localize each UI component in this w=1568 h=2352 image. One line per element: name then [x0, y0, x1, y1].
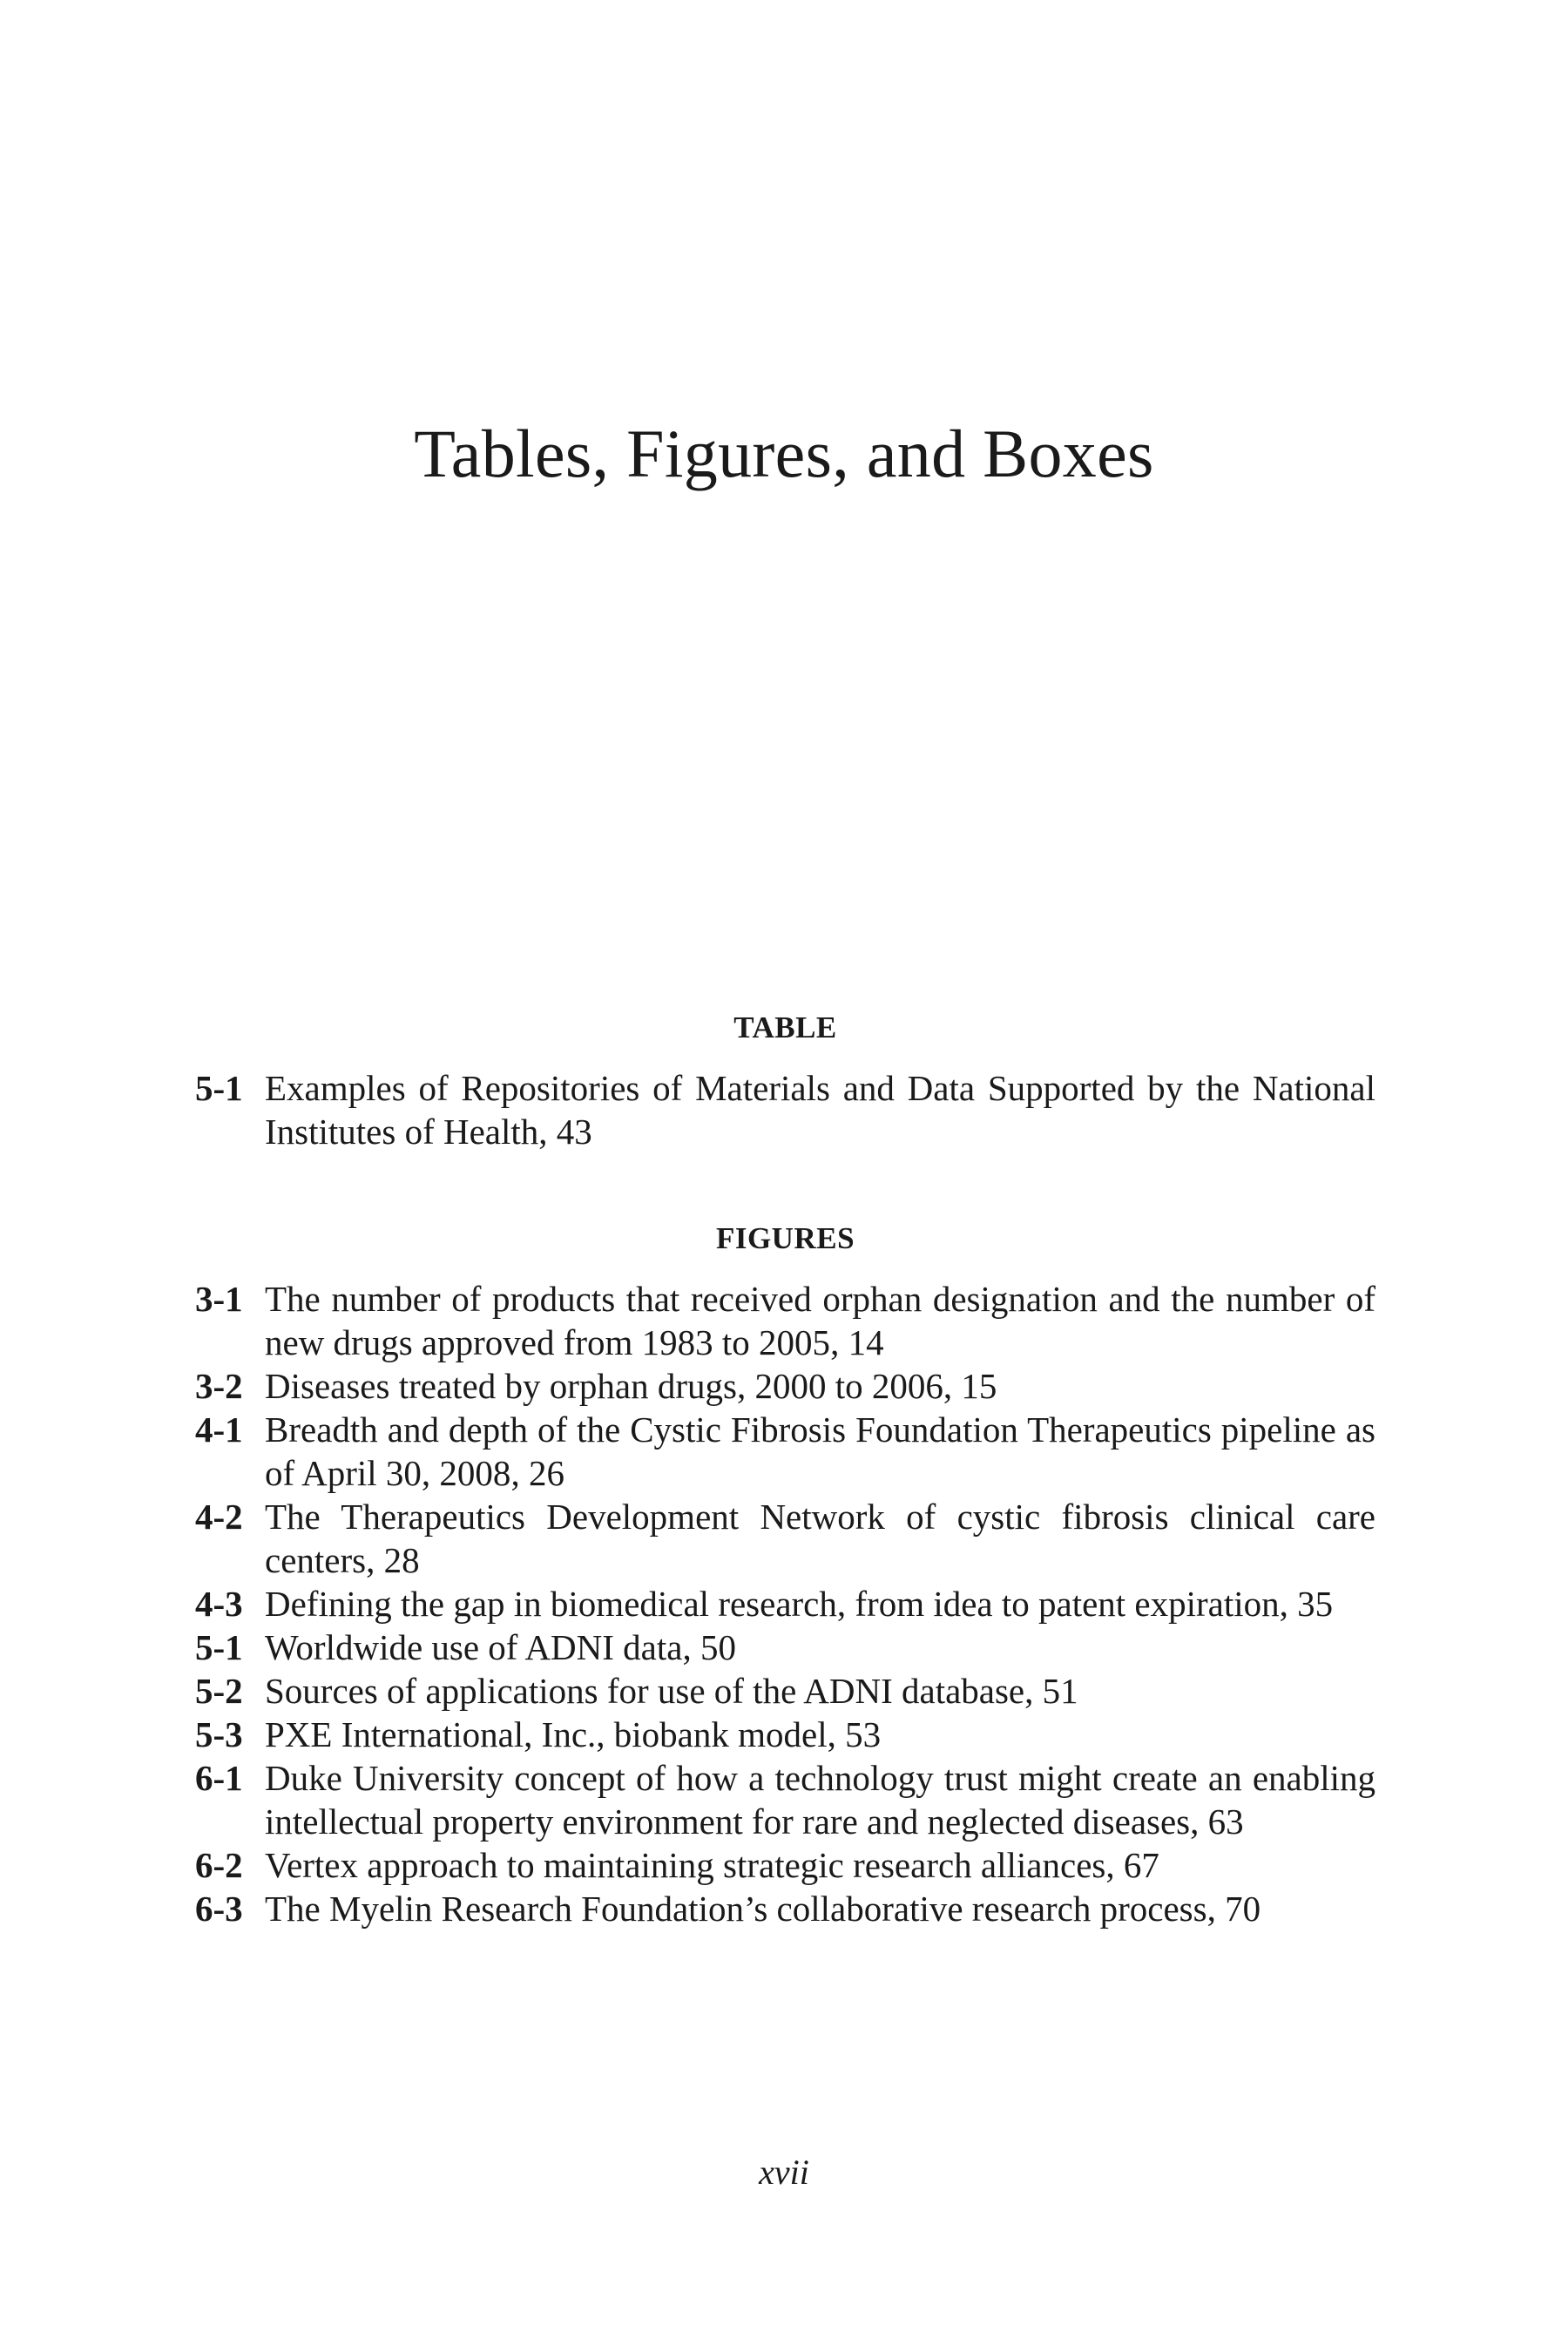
entry-number: 6-3 [195, 1889, 243, 1929]
entry-page: 15 [961, 1366, 997, 1406]
entry-number: 5-3 [195, 1714, 243, 1754]
list-item [195, 1669, 1375, 1713]
entry-number: 6-1 [195, 1758, 243, 1798]
entry-page: 53 [845, 1714, 882, 1754]
entry-title: Duke University concept of how a technology trust might create an enabling intellectual property environment for rare and neglected diseases, 63 [265, 1758, 1375, 1842]
entry-page: 14 [848, 1322, 884, 1362]
entry-page: 70 [1225, 1889, 1261, 1929]
entry-number: 5-2 [195, 1671, 243, 1711]
entry-page: 50 [700, 1627, 736, 1667]
entry-title: PXE International, Inc., biobank model, 53 [265, 1714, 882, 1754]
list-item [195, 1713, 1375, 1756]
entry-title: Examples of Repositories of Materials and Data Supported by the National Institutes of Health, 43 [265, 1068, 1375, 1152]
entry-title: Diseases treated by orphan drugs, 2000 to 2006, 15 [265, 1366, 997, 1406]
entry-title: The Myelin Research Foundation’s collaborative research process, 70 [265, 1889, 1261, 1929]
entry-number: 5-1 [195, 1627, 243, 1667]
figures-section-heading: FIGURES [715, 1221, 855, 1255]
list-item [195, 1843, 1375, 1887]
table-section-heading: TABLE [733, 1010, 837, 1044]
entry-title: Worldwide use of ADNI data, 50 [265, 1627, 736, 1667]
entry-number: 4-3 [195, 1584, 243, 1624]
entry-number: 4-1 [195, 1409, 243, 1450]
figures-list [195, 1277, 1375, 1930]
entry-title: The Therapeutics Development Network of cystic fibrosis clinical care centers, 28 [265, 1497, 1375, 1580]
list-item [195, 1625, 1375, 1669]
list-item [195, 1277, 1375, 1364]
list-item [195, 1066, 1375, 1153]
entry-title: The number of products that received orphan designation and the number of new drugs approved from 1983 to 2005, 14 [265, 1279, 1375, 1362]
contents-list [195, 1002, 1375, 1930]
entry-number: 3-1 [195, 1279, 243, 1319]
list-item [195, 1364, 1375, 1408]
entry-title: Vertex approach to maintaining strategic research alliances, 67 [265, 1845, 1159, 1885]
entry-title: Defining the gap in biomedical research, from idea to patent expiration, 35 [265, 1584, 1334, 1624]
entry-page: 35 [1297, 1584, 1334, 1624]
entry-page: 28 [383, 1540, 420, 1580]
entry-title: Sources of applications for use of the ADNI database, 51 [265, 1671, 1078, 1711]
entry-page: 63 [1207, 1801, 1244, 1842]
entry-number: 4-2 [195, 1497, 243, 1537]
list-item [195, 1582, 1375, 1625]
list-item [195, 1887, 1375, 1930]
list-item [195, 1408, 1375, 1495]
list-item [195, 1495, 1375, 1582]
entry-page: 26 [528, 1453, 564, 1493]
page-number: xvii [759, 2153, 809, 2192]
entry-page: 67 [1123, 1845, 1159, 1885]
entry-number: 5-1 [195, 1068, 243, 1108]
entry-page: 51 [1042, 1671, 1078, 1711]
list-item [195, 1756, 1375, 1843]
entry-page: 43 [556, 1112, 592, 1152]
entry-number: 3-2 [195, 1366, 243, 1406]
entry-title: Breadth and depth of the Cystic Fibrosis Foundation Therapeutics pipeline as of April 30, 2008, 26 [265, 1409, 1375, 1493]
entry-number: 6-2 [195, 1845, 243, 1885]
table-list [195, 1066, 1375, 1153]
page-title: Tables, Figures, and Boxes [414, 416, 1154, 491]
